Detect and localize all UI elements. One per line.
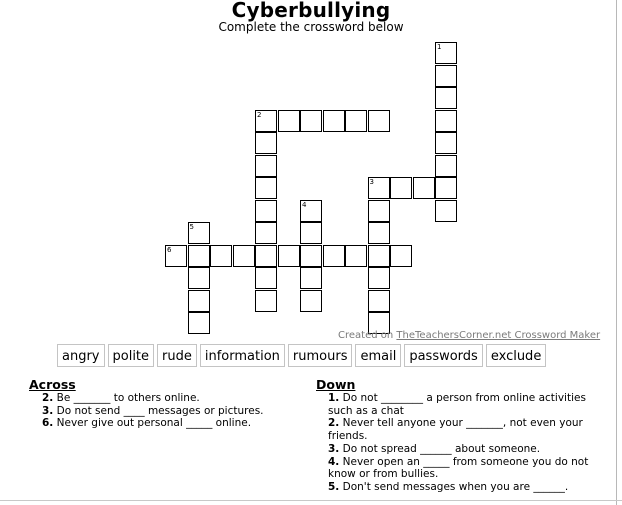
word-bank-item: rude: [157, 344, 197, 367]
crossword-cell[interactable]: [323, 110, 345, 132]
crossword-cell[interactable]: [368, 110, 390, 132]
clue-text: Be _______ to others online.: [56, 392, 200, 404]
across-heading: Across: [29, 377, 76, 392]
crossword-cell[interactable]: [435, 42, 457, 64]
crossword-cell[interactable]: [255, 177, 277, 199]
crossword-cell[interactable]: [435, 155, 457, 177]
word-bank: [57, 344, 549, 367]
clue-number-label: 5: [189, 223, 194, 231]
clue-number-label: 2: [257, 110, 262, 119]
word-bank-item: rumours: [288, 344, 353, 367]
word-bank-item: information: [200, 344, 285, 367]
crossword-cell[interactable]: [323, 245, 345, 267]
crossword-cell[interactable]: [300, 110, 322, 132]
crossword-cell[interactable]: [368, 267, 390, 289]
crossword-cell[interactable]: [188, 312, 210, 334]
down-clue: [316, 481, 606, 494]
crossword-cell[interactable]: [345, 110, 367, 132]
down-heading: Down: [316, 377, 356, 392]
crossword-cell[interactable]: [278, 245, 300, 267]
crossword-cell[interactable]: [255, 290, 277, 312]
crossword-cell[interactable]: [300, 290, 322, 312]
crossword-cell[interactable]: [233, 245, 255, 267]
clue-number-label: 4: [302, 200, 307, 209]
crossword-cell[interactable]: [368, 177, 390, 199]
crossword-cell[interactable]: [390, 245, 412, 267]
clue-number-label: 1: [437, 43, 442, 51]
crossword-cell[interactable]: [435, 200, 457, 222]
clue-number: 3.: [42, 404, 54, 417]
crossword-cell[interactable]: [435, 132, 457, 154]
credit-prefix: Created on: [338, 330, 394, 341]
crossword-cell[interactable]: [188, 290, 210, 312]
crossword-cell[interactable]: [188, 267, 210, 289]
clue-number: 1.: [328, 392, 340, 404]
crossword-cell[interactable]: [300, 245, 322, 267]
crossword-cell[interactable]: [255, 200, 277, 222]
word-bank-item: exclude: [486, 344, 546, 367]
crossword-cell[interactable]: [300, 267, 322, 289]
page-title: Cyberbullying: [231, 0, 391, 22]
crossword-cell[interactable]: [255, 222, 277, 244]
crossword-cell[interactable]: [368, 290, 390, 312]
clue-text: Do not send ____ messages or pictures.: [56, 404, 264, 417]
across-clues: [29, 378, 299, 430]
crossword-cell[interactable]: [278, 110, 300, 132]
crossword-cell[interactable]: [368, 200, 390, 222]
crossword-cell[interactable]: [255, 110, 277, 132]
down-clue: [316, 417, 606, 442]
crossword-cell[interactable]: [435, 110, 457, 132]
clue-number: 3.: [328, 442, 340, 455]
clue-number-label: 6: [167, 245, 172, 254]
crossword-cell[interactable]: [435, 87, 457, 109]
crossword-cell[interactable]: [255, 155, 277, 177]
crossword-cell[interactable]: [255, 245, 277, 267]
crossword-cell[interactable]: [435, 65, 457, 87]
word-bank-item: angry: [57, 344, 105, 367]
clue-number: 4.: [328, 455, 340, 468]
clue-number: 6.: [42, 417, 54, 430]
down-clue: [316, 443, 606, 456]
crossword-cell[interactable]: [255, 267, 277, 289]
page-subtitle: Complete the crossword below: [218, 20, 404, 34]
crossword-cell[interactable]: [368, 222, 390, 244]
clue-text: Do not ________ a person from online activities such as a chat: [328, 392, 586, 417]
clue-number: 5.: [328, 480, 340, 493]
crossword-cell[interactable]: [390, 177, 412, 199]
clue-number: 2.: [42, 392, 54, 404]
window-border-right: [616, 0, 617, 505]
crossword-cell[interactable]: [255, 132, 277, 154]
crossword-cell[interactable]: [368, 245, 390, 267]
across-clue: [29, 392, 299, 405]
clue-number-label: 3: [369, 178, 374, 186]
word-bank-item: polite: [108, 344, 155, 367]
window-border-bottom: [0, 500, 622, 501]
word-bank-item: passwords: [404, 344, 483, 367]
crossword-cell[interactable]: [345, 245, 367, 267]
clue-text: Never give out personal _____ online.: [56, 417, 252, 430]
credit-line: [338, 330, 600, 341]
crossword-cell[interactable]: [210, 245, 232, 267]
across-clue: [29, 405, 299, 418]
crossword-cell[interactable]: [188, 222, 210, 244]
clue-text: Do not spread ______ about someone.: [342, 442, 541, 455]
credit-link[interactable]: TheTeachersCorner.net Crossword Maker: [396, 330, 601, 341]
word-bank-item: email: [355, 344, 401, 367]
down-clues: [316, 378, 606, 494]
crossword-cell[interactable]: [413, 177, 435, 199]
crossword-cell[interactable]: [435, 177, 457, 199]
crossword-cell[interactable]: [165, 245, 187, 267]
across-clue: [29, 417, 299, 430]
crossword-cell[interactable]: [188, 245, 210, 267]
down-clue: [316, 456, 606, 481]
crossword-cell[interactable]: [300, 200, 322, 222]
clue-text: Never open an _____ from someone you do not know or from bullies.: [328, 455, 589, 481]
clue-text: Don't send messages when you are ______.: [342, 480, 569, 493]
clue-number: 2.: [328, 417, 340, 430]
crossword-cell[interactable]: [300, 222, 322, 244]
clue-text: Never tell anyone your _______, not even your friends.: [328, 417, 583, 443]
down-clue: [316, 392, 606, 417]
